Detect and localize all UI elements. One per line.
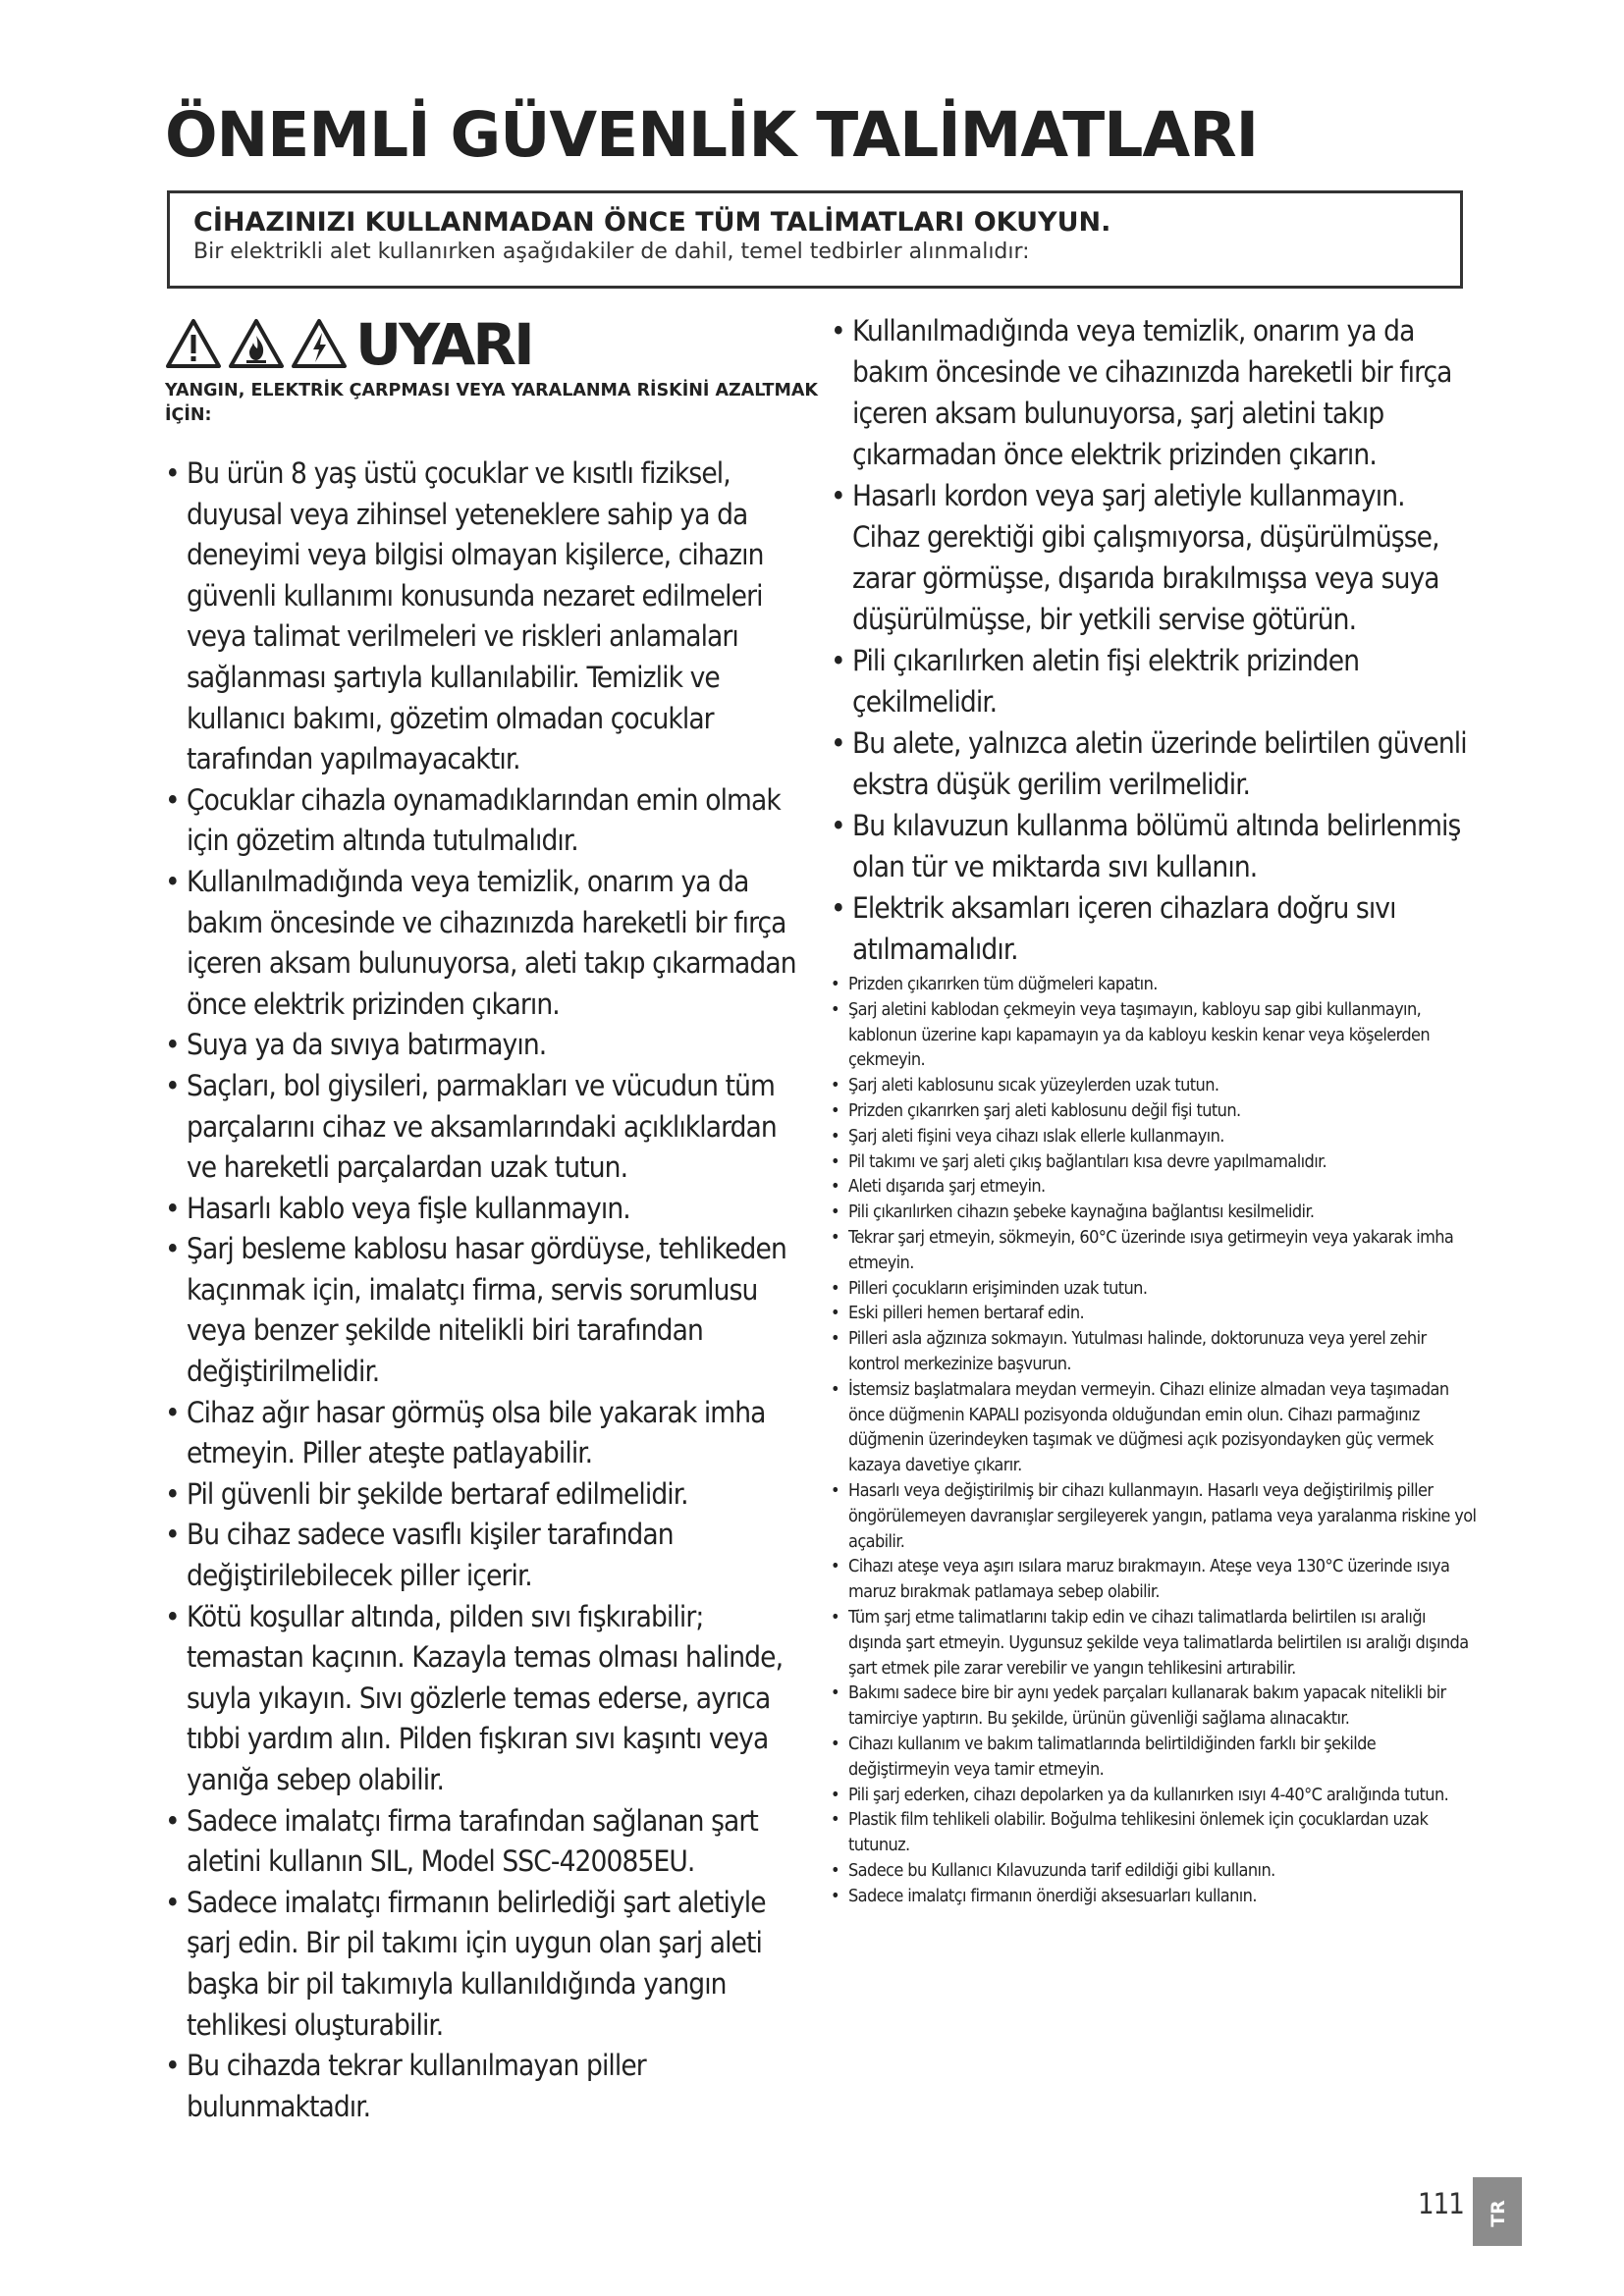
list-item: • Prizden çıkarırken tüm düğmeleri kapatın. [831,972,1479,997]
list-item: • Sadece bu Kullanıcı Kılavuzunda tarif edildiği gibi kullanın. [831,1858,1479,1884]
list-item: • İstemsiz başlatmalara meydan vermeyin. Cihazı elinize almadan veya taşımadan önce düğmenin KAPALI pozisyonda olduğundan emin olun. Cihazı parmağınız düğmenin üzerindeyken taşımak ve düğmesi açık pozisyondayken güç vermek kazaya davetiye çıkarır. [831,1377,1479,1478]
warning-word: UYARI [355,311,532,378]
list-item: • Pili şarj ederken, cihazı depolarken ya da kullanırken ısıyı 4-40°C aralığında tutun. [831,1783,1479,1808]
list-item: • Şarj aletini kablodan çekmeyin veya taşımayın, kabloyu sap gibi kullanmayın, kablonun üzerine kapı kapamayın ya da kabloyu keskin kenar veya köşelerden çekmeyin. [831,997,1479,1073]
page-title: ÖNEMLİ GÜVENLİK TALİMATLARI [165,99,1259,171]
page-number: 111 [1418,2187,1464,2220]
list-item: • Cihazı ateşe veya aşırı ısılara maruz bırakmayın. Ateşe veya 130°C üzerinde ısıya maruz bırakmak patlamaya sebep olabilir. [831,1554,1479,1605]
list-item: • Hasarlı kordon veya şarj aletiyle kullanmayın. Cihaz gerektiği gibi çalışmıyorsa, düşürülmüşse, zarar görmüşse, dışarıda bırakılmışsa veya suya düşürülmüşse, bir yetkili servise götürün. [831,475,1479,640]
list-item: • Pilleri çocukların erişiminden uzak tutun. [831,1276,1479,1302]
list-item: • Şarj aleti fişini veya cihazı ıslak ellerle kullanmayın. [831,1124,1479,1149]
list-item: • Suya ya da sıvıya batırmayın. [165,1025,813,1066]
list-item: • Bu kılavuzun kullanma bölümü altında belirlenmiş olan tür ve miktarda sıvı kullanın. [831,805,1479,887]
electric-shock-warning-icon [291,318,348,373]
list-item: • Kötü koşullar altında, pilden sıvı fışkırabilir; temastan kaçının. Kazayla temas olması halinde, suyla yıkayın. Sıvı gözlerle temas ederse, ayrıca tıbbi yardım alın. Pilden fışkıran sıvı kaşıntı veya yanığa sebep olabilir. [165,1597,813,1801]
list-item: • Hasarlı veya değiştirilmiş bir cihazı kullanmayın. Hasarlı veya değiştirilmiş piller öngörülemeyen davranışlar sergileyerek yangın, patlama veya yaralanma riskine yol açabilir. [831,1478,1479,1554]
list-item: • Kullanılmadığında veya temizlik, onarım ya da bakım öncesinde ve cihazınızda hareketli bir fırça içeren aksam bulunuyorsa, aleti takıp çıkarmadan önce elektrik prizinden çıkarın. [165,862,813,1025]
language-tab-label: TR [1487,2200,1509,2227]
notice-subtext: Bir elektrikli alet kullanırken aşağıdakiler de dahil, temel tedbirler alınmalıdır: [193,240,1030,265]
list-item: • Pilleri asla ağzınıza sokmayın. Yutulması halinde, doktorunuza veya yerel zehir kontrol merkezinize başvurun. [831,1326,1479,1377]
left-safety-list [165,454,813,2127]
warning-header [165,311,813,378]
list-item: • Bu cihaz sadece vasıflı kişiler tarafından değiştirilebilecek piller içerir. [165,1515,813,1596]
list-item: • Bu ürün 8 yaş üstü çocuklar ve kısıtlı fiziksel, duyusal veya zihinsel yeteneklere sahip ya da deneyimi veya bilgisi olmayan kişilerce, cihazın güvenli kullanımı konusunda nezaret edilmeleri veya talimat verilmeleri ve riskleri anlamaları sağlanması şartıyla kullanılabilir. Temizlik ve kullanıcı bakımı, gözetim olmadan çocuklar tarafından yapılmayacaktır. [165,454,813,780]
list-item: • Kullanılmadığında veya temizlik, onarım ya da bakım öncesinde ve cihazınızda hareketli bir fırça içeren aksam bulunuyorsa, şarj aletini takıp çıkarmadan önce elektrik prizinden çıkarın. [831,310,1479,475]
notice-box [167,190,1463,289]
warning-subtitle: YANGIN, ELEKTRİK ÇARPMASI VEYA YARALANMA RİSKİNİ AZALTMAK İÇİN: [165,381,818,425]
list-item: • Cihazı kullanım ve bakım talimatlarında belirtildiğinden farklı bir şekilde değiştirmeyin veya tamir etmeyin. [831,1732,1479,1783]
list-item: • Cihaz ağır hasar görmüş olsa bile yakarak imha etmeyin. Piller ateşte patlayabilir. [165,1393,813,1474]
list-item: • Hasarlı kablo veya fişle kullanmayın. [165,1189,813,1230]
warning-triangle-icon [165,318,222,373]
right-safety-list-small [831,972,1479,1908]
list-item: • Çocuklar cihazla oynamadıklarından emin olmak için gözetim altında tutulmalıdır. [165,780,813,862]
list-item: • Bakımı sadece bire bir aynı yedek parçaları kullanarak bakım yapacak nitelikli bir tamirciye yaptırın. Bu şekilde, ürünün güvenliği sağlama alınacaktır. [831,1681,1479,1732]
left-column [165,311,818,2127]
list-item: • Sadece imalatçı firmanın önerdiği aksesuarları kullanın. [831,1884,1479,1909]
right-column [831,310,1479,1908]
list-item: • Pil takımı ve şarj aleti çıkış bağlantıları kısa devre yapılmamalıdır. [831,1149,1479,1175]
list-item: • Plastik film tehlikeli olabilir. Boğulma tehlikesini önlemek için çocuklardan uzak tutunuz. [831,1807,1479,1858]
list-item: • Saçları, bol giysileri, parmakları ve vücudun tüm parçalarını cihaz ve aksamlarındaki açıklıklardan ve hareketli parçalardan uzak tutun. [165,1066,813,1189]
list-item: • Pili çıkarılırken cihazın şebeke kaynağına bağlantısı kesilmelidir. [831,1200,1479,1225]
list-item: • Şarj besleme kablosu hasar gördüyse, tehlikeden kaçınmak için, imalatçı firma, servis sorumlusu veya benzer şekilde nitelikli biri tarafından değiştirilmelidir. [165,1229,813,1392]
notice-heading: CİHAZINIZI KULLANMADAN ÖNCE TÜM TALİMATLARI OKUYUN. [193,207,1111,238]
list-item: • Sadece imalatçı firmanın belirlediği şart aletiyle şarj edin. Bir pil takımı için uygun olan şarj aleti başka bir pil takımıyla kullanıldığında yangın tehlikesi oluşturabilir. [165,1883,813,2046]
list-item: • Prizden çıkarırken şarj aleti kablosunu değil fişi tutun. [831,1098,1479,1124]
right-safety-list-large [831,310,1479,970]
list-item: • Sadece imalatçı firma tarafından sağlanan şart aletini kullanın SIL, Model SSC-420085EU. [165,1801,813,1883]
list-item: • Şarj aleti kablosunu sıcak yüzeylerden uzak tutun. [831,1073,1479,1098]
list-item: • Elektrik aksamları içeren cihazlara doğru sıvı atılmamalıdır. [831,887,1479,970]
list-item: • Tüm şarj etme talimatlarını takip edin ve cihazı talimatlarda belirtilen ısı aralığı dışında şart etmeyin. Uygunsuz şekilde veya talimatlarda belirtilen ısı aralığı dışında şart etmek pile zarar verebilir ve yangın tehlikesini artırabilir. [831,1605,1479,1681]
list-item: • Pili çıkarılırken aletin fişi elektrik prizinden çekilmelidir. [831,640,1479,722]
fire-warning-icon [228,318,285,373]
list-item: • Bu cihazda tekrar kullanılmayan piller bulunmaktadır. [165,2046,813,2127]
list-item: • Eski pilleri hemen bertaraf edin. [831,1301,1479,1326]
list-item: • Pil güvenli bir şekilde bertaraf edilmelidir. [165,1474,813,1516]
list-item: • Bu alete, yalnızca aletin üzerinde belirtilen güvenli ekstra düşük gerilim verilmelidir. [831,722,1479,805]
list-item: • Tekrar şarj etmeyin, sökmeyin, 60°C üzerinde ısıya getirmeyin veya yakarak imha etmeyin. [831,1225,1479,1276]
language-tab [1473,2177,1522,2246]
list-item: • Aleti dışarıda şarj etmeyin. [831,1174,1479,1200]
